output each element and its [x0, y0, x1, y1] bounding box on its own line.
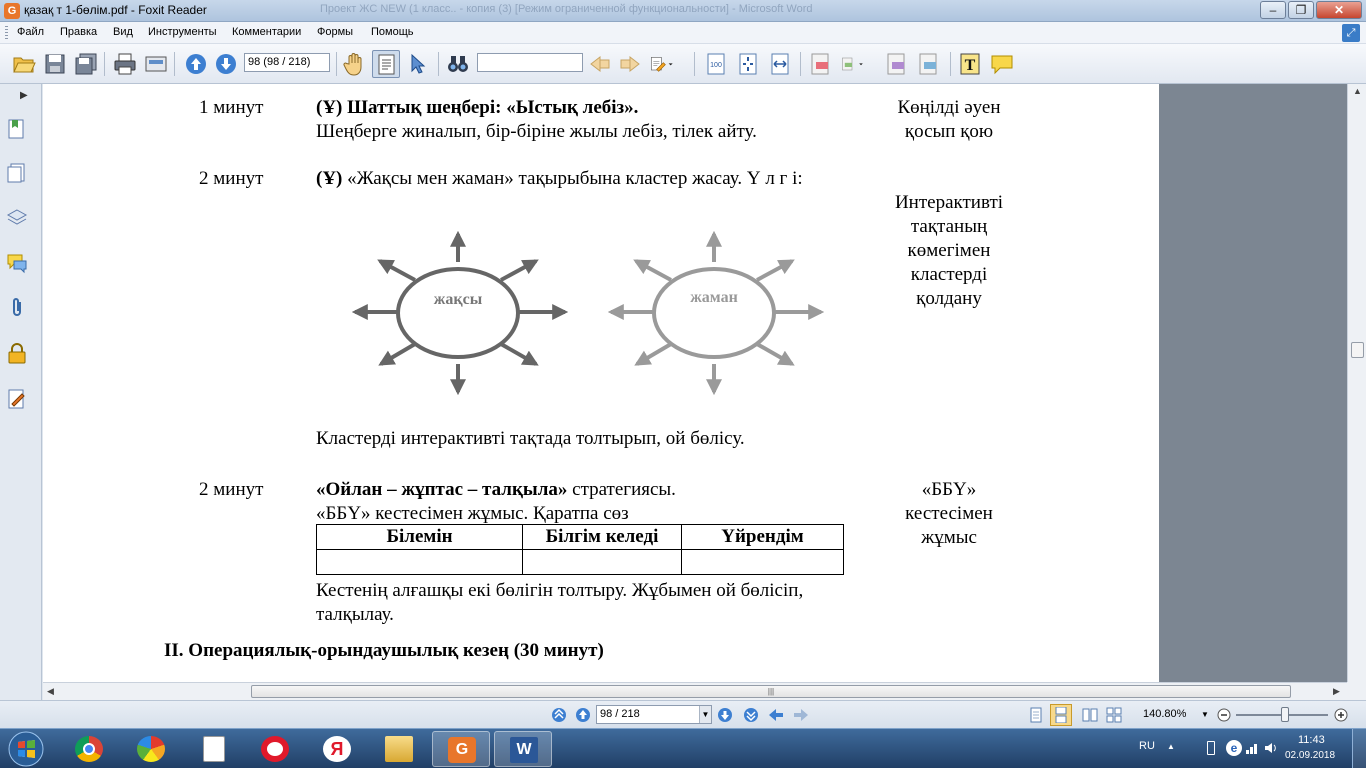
- status-bar: [0, 700, 1366, 728]
- cluster-good-label: жақсы: [433, 291, 483, 308]
- row2-note-line1: Интерактивті: [894, 192, 1004, 213]
- row3-note-line2: кестесімен: [905, 503, 993, 524]
- row2-heading: (Ұ) «Жақсы мен жаман» тақырыбына кластер жасау. Ү л г і:: [316, 168, 803, 189]
- row2-time: 2 минут: [199, 168, 264, 189]
- row2-after-text: Кластерді интерактивті тақтада толтырып, ой бөлісу.: [316, 428, 745, 449]
- chevron-down-icon[interactable]: ▼: [699, 706, 711, 723]
- taskbar: [0, 728, 1366, 768]
- battery-icon[interactable]: [1207, 741, 1215, 755]
- row3-line2: «ББҮ» кестесімен жұмыс. Қаратпа сөз: [316, 503, 629, 524]
- picasa-icon: [137, 736, 165, 762]
- pdf-export-icon[interactable]: [884, 52, 908, 76]
- find-next-icon[interactable]: [618, 52, 642, 76]
- single-page-icon[interactable]: [1028, 707, 1044, 723]
- toolbar-separator: [950, 52, 951, 76]
- row1-body: Шеңберге жиналып, бір-біріне жылы лебіз, тілек айту.: [316, 121, 757, 142]
- save-all-icon[interactable]: [74, 52, 98, 76]
- background-window-title: Проект ЖС NEW (1 класс.. - копия (3) [Режим ограниченной функциональности] - Microsoft Word: [320, 3, 813, 15]
- bookmarks-icon[interactable]: [6, 118, 28, 140]
- title-bar: [0, 0, 1366, 22]
- table-cell: [317, 550, 523, 575]
- open-folder-icon[interactable]: [12, 52, 36, 76]
- pdf-tools-icon[interactable]: [916, 52, 940, 76]
- svg-text:T: T: [964, 57, 976, 74]
- cluster-bad-ellipse: [654, 269, 774, 357]
- zoom-level[interactable]: 140.80%: [1143, 708, 1187, 720]
- row2-note-line5: қолдану: [916, 288, 982, 309]
- table-header-cell: Үйрендім: [682, 525, 844, 550]
- table-header-cell: Білемін: [317, 525, 523, 550]
- yandex-icon: Я: [323, 736, 351, 762]
- scroll-right-icon[interactable]: ▶: [1333, 686, 1340, 696]
- maximize-button[interactable]: ❐: [1288, 1, 1314, 19]
- row3-note-line3: жұмыс: [921, 527, 977, 548]
- zoom-in-icon[interactable]: [1333, 707, 1349, 723]
- toolbar-separator: [438, 52, 439, 76]
- next-page-status-icon[interactable]: [717, 707, 733, 723]
- security-lock-icon[interactable]: [6, 342, 28, 364]
- zoom-out-icon[interactable]: [1216, 707, 1232, 723]
- hand-tool-icon[interactable]: [342, 52, 366, 76]
- menu-tools[interactable]: Инструменты: [148, 26, 217, 38]
- page-selector-value: 98 / 218: [600, 708, 640, 720]
- taskbar-word[interactable]: [494, 731, 552, 767]
- taskbar-foxit[interactable]: [432, 731, 490, 767]
- table-header-cell: Білгім келеді: [523, 525, 682, 550]
- find-input[interactable]: [477, 53, 583, 72]
- save-icon[interactable]: [43, 52, 67, 76]
- language-indicator[interactable]: RU: [1139, 740, 1155, 752]
- row1-time: 1 минут: [199, 97, 264, 118]
- toolbar-separator: [694, 52, 695, 76]
- foxit-app-icon[interactable]: G: [4, 3, 20, 19]
- clock-time[interactable]: 11:43: [1298, 734, 1325, 746]
- start-button[interactable]: [2, 730, 50, 768]
- row1-note-line1: Көңілді әуен: [897, 97, 1001, 118]
- row3-heading: «Ойлан – жұптас – талқыла» стратегиясы.: [316, 479, 676, 500]
- row1-note-line2: қосып қою: [904, 121, 994, 142]
- facing-pages-icon[interactable]: [1082, 707, 1098, 723]
- note-comment-icon[interactable]: [990, 52, 1014, 76]
- tray-expand-icon[interactable]: ▲: [1167, 742, 1175, 751]
- svg-text:100: 100: [710, 62, 722, 69]
- word-icon: W: [510, 737, 538, 763]
- comments-icon[interactable]: [6, 252, 28, 274]
- taskbar-explorer[interactable]: [370, 731, 428, 767]
- window-title: қазақ т 1-бөлім.pdf - Foxit Reader: [24, 3, 207, 17]
- scroll-left-icon[interactable]: ◀: [47, 686, 54, 696]
- actual-size-icon[interactable]: [704, 52, 728, 76]
- menu-file[interactable]: Файл: [17, 26, 45, 38]
- continuous-page-icon[interactable]: [1050, 704, 1072, 726]
- section-heading: II. Операциялық-орындаушылық кезең (30 минут): [164, 640, 604, 661]
- fit-page-icon[interactable]: [736, 52, 760, 76]
- scanner-icon[interactable]: [144, 52, 168, 76]
- taskbar-chrome[interactable]: [60, 731, 118, 767]
- fit-width-icon[interactable]: [768, 52, 792, 76]
- previous-page-icon[interactable]: [184, 52, 208, 76]
- menu-grip-icon: [5, 26, 8, 40]
- previous-page-status-icon[interactable]: [575, 707, 591, 723]
- toolbar-separator: [336, 52, 337, 76]
- horizontal-scroll-thumb[interactable]: |||: [251, 685, 1291, 698]
- volume-icon[interactable]: [1264, 742, 1278, 754]
- document-viewport[interactable]: [43, 84, 1347, 682]
- next-page-icon[interactable]: [214, 52, 238, 76]
- minimize-button[interactable]: –: [1260, 1, 1286, 19]
- taskbar-picasa[interactable]: [122, 731, 180, 767]
- menu-forms[interactable]: Формы: [317, 26, 354, 38]
- scroll-up-icon[interactable]: ▲: [1353, 86, 1362, 96]
- find-binoculars-icon[interactable]: [446, 52, 470, 76]
- table-row: [317, 525, 844, 550]
- menu-help[interactable]: Помощь: [371, 26, 414, 38]
- select-arrow-icon[interactable]: [406, 52, 430, 76]
- photo-viewer-icon: [203, 736, 225, 762]
- horizontal-scrollbar[interactable]: [43, 682, 1347, 700]
- row2-note-line3: көмегімен: [907, 240, 991, 261]
- taskbar-opera[interactable]: [246, 731, 304, 767]
- toolbar: [0, 44, 1366, 84]
- menu-edit[interactable]: Правка: [60, 26, 98, 38]
- toolbar-separator: [800, 52, 801, 76]
- select-text-icon[interactable]: [372, 50, 400, 78]
- toolbar-separator: [104, 52, 105, 76]
- table-cell: [682, 550, 844, 575]
- table-cell: [523, 550, 682, 575]
- foxit-icon: G: [448, 737, 476, 763]
- layers-icon[interactable]: [6, 206, 28, 228]
- page-number-field[interactable]: 98 (98 / 218): [244, 53, 330, 72]
- first-page-icon[interactable]: [551, 707, 567, 723]
- go-back-icon[interactable]: [768, 707, 784, 723]
- cluster-good-ellipse: [398, 269, 518, 357]
- pdf-create-icon[interactable]: [808, 52, 832, 76]
- typewriter-icon[interactable]: [958, 52, 982, 76]
- row1-heading: (Ұ) Шаттық шеңбері: «Ыстық лебіз».: [316, 97, 639, 118]
- find-previous-icon[interactable]: [588, 52, 612, 76]
- clock-date[interactable]: 02.09.2018: [1285, 750, 1336, 761]
- opera-icon: [261, 736, 289, 762]
- chrome-icon-center: [83, 743, 95, 755]
- attachments-icon[interactable]: [6, 296, 28, 318]
- explorer-icon: [385, 736, 413, 762]
- go-forward-icon[interactable]: [793, 707, 809, 723]
- toolbar-separator: [174, 52, 175, 76]
- row3-after-line2: талқылау.: [316, 604, 394, 625]
- zoom-dropdown-icon[interactable]: ▼: [1201, 710, 1209, 719]
- zbu-table: [316, 524, 844, 575]
- navigation-pane: [0, 84, 42, 700]
- table-row: [317, 550, 844, 575]
- row3-note-line1: «ББҮ»: [921, 479, 977, 500]
- last-page-icon[interactable]: [743, 707, 759, 723]
- print-icon[interactable]: [113, 52, 137, 76]
- continuous-facing-icon[interactable]: [1106, 707, 1122, 723]
- close-button[interactable]: ✕: [1316, 1, 1362, 19]
- menu-comments[interactable]: Комментарии: [232, 26, 302, 38]
- scroll-corner: [1347, 682, 1366, 700]
- network-icon[interactable]: [1246, 742, 1260, 754]
- expand-icon[interactable]: ⤢: [1342, 24, 1360, 42]
- page-selector[interactable]: [596, 705, 712, 724]
- expand-pane-icon[interactable]: ▶: [20, 90, 28, 101]
- row3-time: 2 минут: [199, 479, 264, 500]
- ie-icon[interactable]: e: [1226, 740, 1242, 756]
- signatures-icon[interactable]: [6, 388, 28, 410]
- menu-bar: [0, 22, 1366, 44]
- vertical-scroll-thumb[interactable]: [1351, 342, 1364, 358]
- vertical-scrollbar[interactable]: [1347, 84, 1366, 682]
- pdf-page: [43, 84, 1159, 682]
- highlight-dropdown-icon[interactable]: [650, 52, 686, 76]
- row2-note-line2: тақтаның: [910, 216, 988, 237]
- row3-after-line1: Кестенің алғашқы екі бөлігін толтыру. Жұбымен ой бөлісіп,: [316, 580, 804, 601]
- taskbar-yandex[interactable]: [308, 731, 366, 767]
- taskbar-photo-viewer[interactable]: [184, 731, 242, 767]
- zoom-slider-thumb[interactable]: [1281, 707, 1289, 722]
- pages-icon[interactable]: [6, 162, 28, 184]
- show-desktop-button[interactable]: [1352, 729, 1366, 768]
- menu-view[interactable]: Вид: [113, 26, 133, 38]
- row2-note-line4: кластерді: [910, 264, 988, 285]
- pdf-convert-icon[interactable]: [840, 52, 880, 76]
- cluster-bad-label: жаман: [690, 289, 738, 306]
